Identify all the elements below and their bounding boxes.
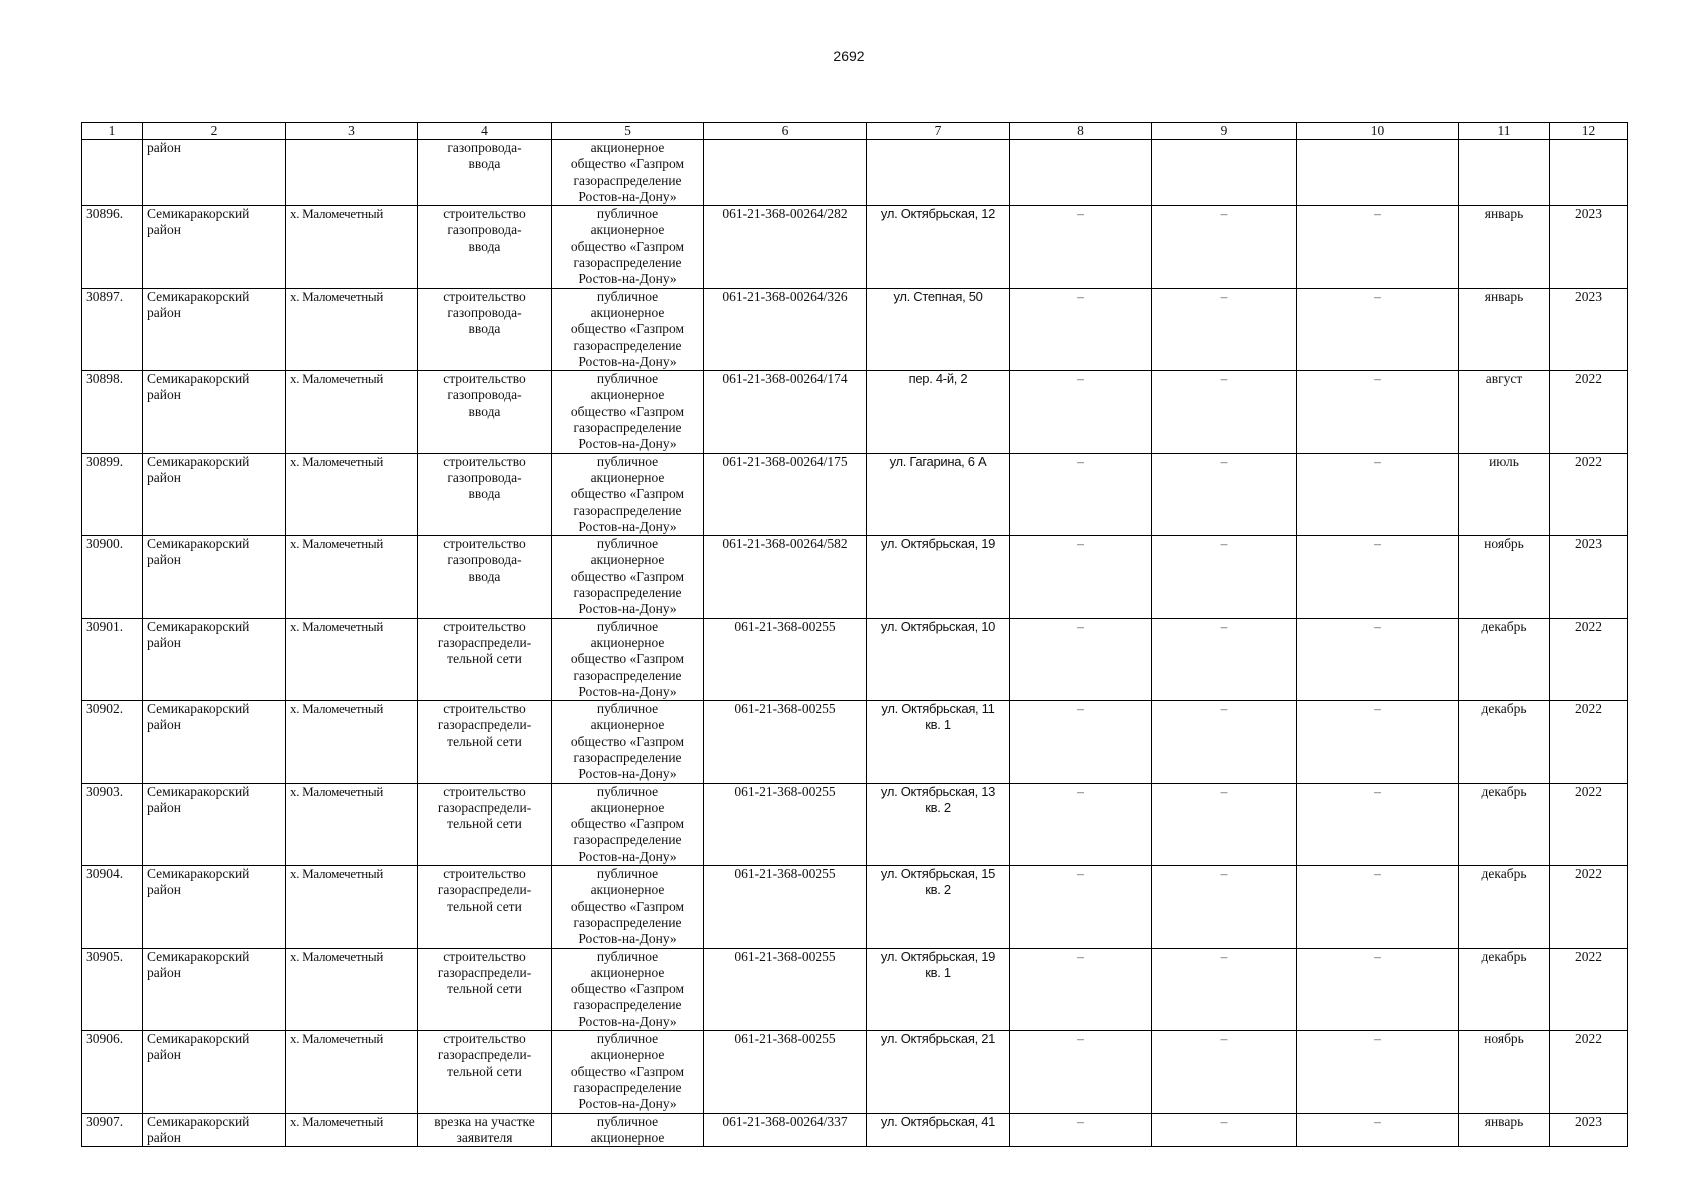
cell-month: январь — [1459, 288, 1550, 370]
cell-district: Семикаракорский район — [143, 948, 286, 1030]
cell-column-9: – — [1152, 288, 1297, 370]
cell-record-number: 30897. — [82, 288, 143, 370]
cell-district: Семикаракорский район — [143, 1031, 286, 1113]
cell-address: ул. Октябрьская, 15 кв. 2 — [867, 866, 1010, 948]
cell-record-number: 30902. — [82, 701, 143, 783]
column-header: 6 — [704, 123, 867, 140]
cell-column-9: – — [1152, 948, 1297, 1030]
cell-registration-code: 061-21-368-00255 — [704, 866, 867, 948]
cell-month: декабрь — [1459, 866, 1550, 948]
cell-address: ул. Октябрьская, 41 — [867, 1113, 1010, 1147]
cell-district: Семикаракорский район — [143, 288, 286, 370]
cell-column-8: – — [1010, 618, 1152, 700]
cell-registration-code — [704, 140, 867, 206]
cell-record-number: 30896. — [82, 206, 143, 288]
cell-column-10: – — [1297, 206, 1459, 288]
header-row — [82, 123, 1628, 140]
cell-column-9: – — [1152, 453, 1297, 535]
cell-column-8: – — [1010, 783, 1152, 865]
cell-settlement: х. Маломечетный — [286, 288, 418, 370]
cell-registration-code: 061-21-368-00264/326 — [704, 288, 867, 370]
cell-registration-code: 061-21-368-00255 — [704, 783, 867, 865]
table-row — [82, 288, 1628, 370]
cell-work-type: строительство газопровода- ввода — [418, 453, 552, 535]
table-row — [82, 371, 1628, 453]
cell-work-type: строительство газораспредели- тельной сети — [418, 948, 552, 1030]
column-header: 5 — [552, 123, 704, 140]
column-header: 12 — [1550, 123, 1628, 140]
cell-organization: публичное акционерное общество «Газпром газораспределение Ростов-на-Дону» — [552, 1031, 704, 1113]
cell-year: 2023 — [1550, 1113, 1628, 1147]
cell-column-8: – — [1010, 866, 1152, 948]
cell-organization: акционерное общество «Газпром газораспределение Ростов-на-Дону» — [552, 140, 704, 206]
cell-month: декабрь — [1459, 618, 1550, 700]
cell-column-10: – — [1297, 453, 1459, 535]
cell-registration-code: 061-21-368-00255 — [704, 701, 867, 783]
cell-month: январь — [1459, 1113, 1550, 1147]
cell-column-10: – — [1297, 866, 1459, 948]
cell-column-10: – — [1297, 288, 1459, 370]
cell-address: пер. 4-й, 2 — [867, 371, 1010, 453]
cell-column-9: – — [1152, 618, 1297, 700]
cell-settlement: х. Маломечетный — [286, 1031, 418, 1113]
cell-record-number: 30906. — [82, 1031, 143, 1113]
cell-column-9: – — [1152, 1031, 1297, 1113]
cell-column-9 — [1152, 140, 1297, 206]
cell-column-10: – — [1297, 948, 1459, 1030]
cell-record-number: 30900. — [82, 536, 143, 618]
cell-settlement: х. Маломечетный — [286, 536, 418, 618]
cell-settlement: х. Маломечетный — [286, 206, 418, 288]
cell-month — [1459, 140, 1550, 206]
table-row — [82, 140, 1628, 206]
cell-month: ноябрь — [1459, 1031, 1550, 1113]
cell-column-10: – — [1297, 783, 1459, 865]
cell-column-9: – — [1152, 536, 1297, 618]
column-header: 4 — [418, 123, 552, 140]
cell-work-type: строительство газопровода- ввода — [418, 288, 552, 370]
cell-work-type: газопровода- ввода — [418, 140, 552, 206]
cell-year: 2023 — [1550, 288, 1628, 370]
table-row — [82, 701, 1628, 783]
cell-record-number: 30905. — [82, 948, 143, 1030]
table-row — [82, 453, 1628, 535]
cell-organization: публичное акционерное — [552, 1113, 704, 1147]
cell-work-type: строительство газопровода- ввода — [418, 371, 552, 453]
cell-organization: публичное акционерное общество «Газпром газораспределение Ростов-на-Дону» — [552, 453, 704, 535]
cell-record-number: 30907. — [82, 1113, 143, 1147]
table-row — [82, 948, 1628, 1030]
cell-organization: публичное акционерное общество «Газпром газораспределение Ростов-на-Дону» — [552, 948, 704, 1030]
cell-settlement: х. Маломечетный — [286, 783, 418, 865]
cell-settlement: х. Маломечетный — [286, 371, 418, 453]
cell-record-number: 30903. — [82, 783, 143, 865]
cell-work-type: строительство газораспредели- тельной сети — [418, 1031, 552, 1113]
cell-month: декабрь — [1459, 701, 1550, 783]
cell-district: Семикаракорский район — [143, 536, 286, 618]
cell-organization: публичное акционерное общество «Газпром газораспределение Ростов-на-Дону» — [552, 536, 704, 618]
cell-year: 2023 — [1550, 206, 1628, 288]
cell-year: 2022 — [1550, 371, 1628, 453]
cell-work-type: строительство газораспредели- тельной сети — [418, 783, 552, 865]
cell-column-10: – — [1297, 701, 1459, 783]
cell-year: 2022 — [1550, 453, 1628, 535]
cell-column-9: – — [1152, 1113, 1297, 1147]
page-number: 2692 — [833, 48, 865, 64]
cell-month: январь — [1459, 206, 1550, 288]
cell-year — [1550, 140, 1628, 206]
column-header: 11 — [1459, 123, 1550, 140]
table-row — [82, 866, 1628, 948]
cell-settlement: х. Маломечетный — [286, 453, 418, 535]
cell-address: ул. Октябрьская, 12 — [867, 206, 1010, 288]
cell-column-8: – — [1010, 453, 1152, 535]
cell-registration-code: 061-21-368-00264/582 — [704, 536, 867, 618]
cell-registration-code: 061-21-368-00264/175 — [704, 453, 867, 535]
cell-column-10: – — [1297, 1113, 1459, 1147]
cell-column-8: – — [1010, 948, 1152, 1030]
cell-year: 2022 — [1550, 866, 1628, 948]
cell-organization: публичное акционерное общество «Газпром газораспределение Ростов-на-Дону» — [552, 288, 704, 370]
column-header: 10 — [1297, 123, 1459, 140]
table-row — [82, 1031, 1628, 1113]
column-header: 2 — [143, 123, 286, 140]
table-row — [82, 783, 1628, 865]
table-row — [82, 618, 1628, 700]
cell-settlement: х. Маломечетный — [286, 948, 418, 1030]
cell-column-9: – — [1152, 206, 1297, 288]
cell-district: район — [143, 140, 286, 206]
cell-organization: публичное акционерное общество «Газпром газораспределение Ростов-на-Дону» — [552, 206, 704, 288]
cell-district: Семикаракорский район — [143, 206, 286, 288]
column-header: 1 — [82, 123, 143, 140]
cell-settlement: х. Маломечетный — [286, 866, 418, 948]
cell-column-8: – — [1010, 536, 1152, 618]
gas-connection-register-table — [81, 122, 1628, 1147]
cell-organization: публичное акционерное общество «Газпром газораспределение Ростов-на-Дону» — [552, 783, 704, 865]
cell-settlement — [286, 140, 418, 206]
cell-address: ул. Октябрьская, 11 кв. 1 — [867, 701, 1010, 783]
cell-month: август — [1459, 371, 1550, 453]
cell-district: Семикаракорский район — [143, 371, 286, 453]
table-body — [82, 140, 1628, 1147]
cell-column-8: – — [1010, 1031, 1152, 1113]
cell-district: Семикаракорский район — [143, 701, 286, 783]
cell-address: ул. Октябрьская, 13 кв. 2 — [867, 783, 1010, 865]
table-row — [82, 1113, 1628, 1147]
cell-work-type: врезка на участке заявителя — [418, 1113, 552, 1147]
cell-registration-code: 061-21-368-00255 — [704, 1031, 867, 1113]
cell-record-number: 30904. — [82, 866, 143, 948]
column-header: 3 — [286, 123, 418, 140]
cell-registration-code: 061-21-368-00264/174 — [704, 371, 867, 453]
cell-column-9: – — [1152, 701, 1297, 783]
cell-work-type: строительство газораспредели- тельной сети — [418, 701, 552, 783]
cell-district: Семикаракорский район — [143, 1113, 286, 1147]
cell-column-10: – — [1297, 1031, 1459, 1113]
cell-year: 2022 — [1550, 783, 1628, 865]
cell-settlement: х. Маломечетный — [286, 1113, 418, 1147]
cell-record-number: 30901. — [82, 618, 143, 700]
cell-year: 2022 — [1550, 701, 1628, 783]
cell-column-9: – — [1152, 371, 1297, 453]
cell-column-10: – — [1297, 371, 1459, 453]
column-header: 8 — [1010, 123, 1152, 140]
cell-district: Семикаракорский район — [143, 866, 286, 948]
cell-work-type: строительство газораспредели- тельной сети — [418, 618, 552, 700]
cell-column-10: – — [1297, 536, 1459, 618]
cell-organization: публичное акционерное общество «Газпром газораспределение Ростов-на-Дону» — [552, 701, 704, 783]
cell-address — [867, 140, 1010, 206]
cell-month: ноябрь — [1459, 536, 1550, 618]
cell-registration-code: 061-21-368-00264/282 — [704, 206, 867, 288]
cell-column-8: – — [1010, 1113, 1152, 1147]
cell-year: 2022 — [1550, 618, 1628, 700]
column-header: 9 — [1152, 123, 1297, 140]
cell-column-8: – — [1010, 206, 1152, 288]
cell-month: декабрь — [1459, 948, 1550, 1030]
cell-work-type: строительство газораспредели- тельной сети — [418, 866, 552, 948]
cell-address: ул. Гагарина, 6 А — [867, 453, 1010, 535]
cell-organization: публичное акционерное общество «Газпром газораспределение Ростов-на-Дону» — [552, 866, 704, 948]
cell-year: 2023 — [1550, 536, 1628, 618]
cell-address: ул. Октябрьская, 21 — [867, 1031, 1010, 1113]
cell-address: ул. Степная, 50 — [867, 288, 1010, 370]
cell-column-8: – — [1010, 371, 1152, 453]
cell-address: ул. Октябрьская, 10 — [867, 618, 1010, 700]
cell-column-10: – — [1297, 618, 1459, 700]
cell-record-number — [82, 140, 143, 206]
cell-record-number: 30899. — [82, 453, 143, 535]
cell-organization: публичное акционерное общество «Газпром газораспределение Ростов-на-Дону» — [552, 371, 704, 453]
column-header: 7 — [867, 123, 1010, 140]
cell-district: Семикаракорский район — [143, 618, 286, 700]
cell-work-type: строительство газопровода- ввода — [418, 536, 552, 618]
cell-registration-code: 061-21-368-00255 — [704, 948, 867, 1030]
cell-address: ул. Октябрьская, 19 кв. 1 — [867, 948, 1010, 1030]
cell-column-8: – — [1010, 701, 1152, 783]
cell-organization: публичное акционерное общество «Газпром газораспределение Ростов-на-Дону» — [552, 618, 704, 700]
cell-registration-code: 061-21-368-00264/337 — [704, 1113, 867, 1147]
cell-column-10 — [1297, 140, 1459, 206]
table-row — [82, 206, 1628, 288]
cell-year: 2022 — [1550, 1031, 1628, 1113]
cell-work-type: строительство газопровода- ввода — [418, 206, 552, 288]
cell-district: Семикаракорский район — [143, 453, 286, 535]
cell-month: декабрь — [1459, 783, 1550, 865]
cell-settlement: х. Маломечетный — [286, 701, 418, 783]
cell-registration-code: 061-21-368-00255 — [704, 618, 867, 700]
cell-address: ул. Октябрьская, 19 — [867, 536, 1010, 618]
cell-column-9: – — [1152, 783, 1297, 865]
cell-district: Семикаракорский район — [143, 783, 286, 865]
cell-year: 2022 — [1550, 948, 1628, 1030]
cell-column-9: – — [1152, 866, 1297, 948]
table-row — [82, 536, 1628, 618]
cell-record-number: 30898. — [82, 371, 143, 453]
cell-column-8 — [1010, 140, 1152, 206]
cell-column-8: – — [1010, 288, 1152, 370]
cell-month: июль — [1459, 453, 1550, 535]
cell-settlement: х. Маломечетный — [286, 618, 418, 700]
